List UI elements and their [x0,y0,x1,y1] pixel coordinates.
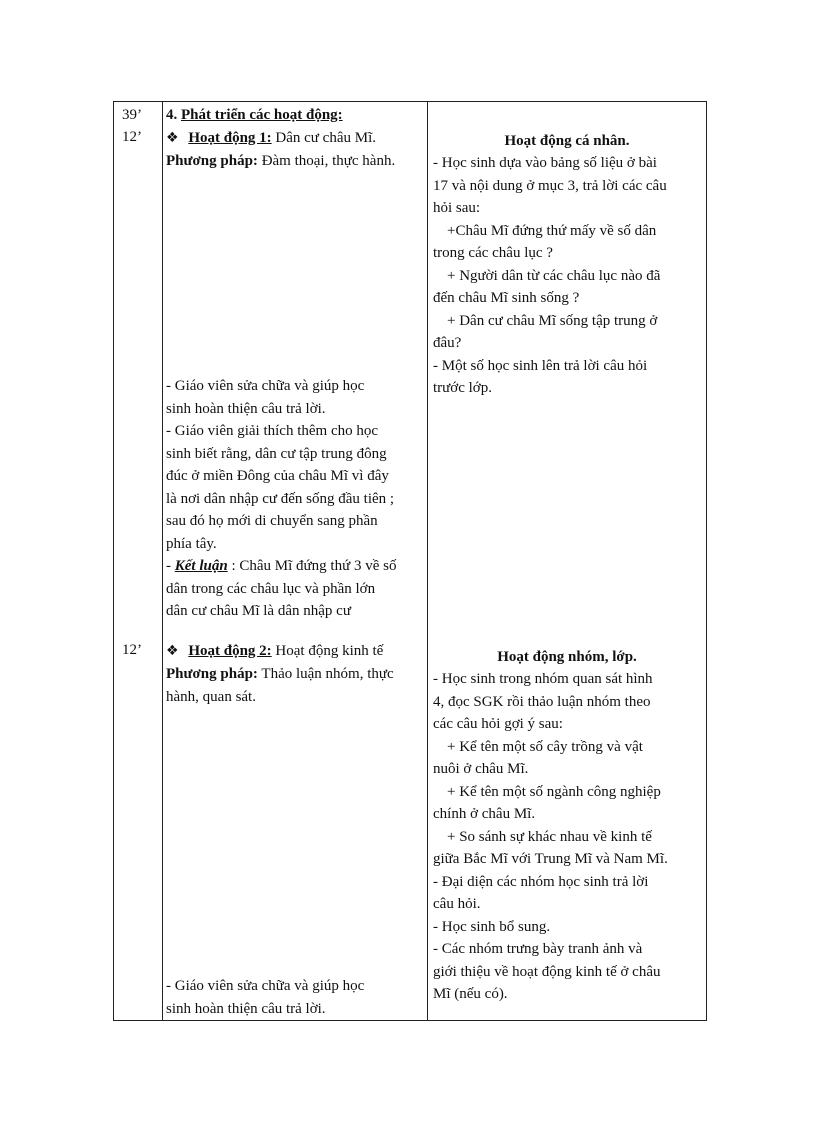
section-number: 4. [166,107,178,123]
text-line: nuôi ở châu Mĩ. [433,761,529,777]
text-line: trong các châu lục ? [433,245,553,261]
text-line: + Kể tên một số cây trồng và vật [447,738,643,755]
activity-1-method [166,150,395,173]
text-line: + Dân cư châu Mĩ sống tập trung ở [447,312,658,329]
diamond-bullet-icon: ❖ [166,130,179,146]
text-line: sinh biết rằng, dân cư tập trung đông [166,445,387,462]
method-label: Phương pháp: [166,666,258,682]
text-line: sinh hoàn thiện câu trả lời. [166,1000,326,1017]
lesson-plan-table [113,101,707,1021]
activity-2-heading [166,640,383,663]
activity-2-method [166,663,394,686]
text-line: đâu? [433,335,462,351]
activity-1-student-heading: Hoạt động cá nhân. [504,133,630,149]
text-line: phía tây. [166,535,217,552]
conclusion-label: Kết luận [174,558,228,574]
text-line: + So sánh sự khác nhau về kinh tế [447,828,652,845]
text-line: - Giáo viên giải thích thêm cho học [166,423,379,439]
text-line: đến châu Mĩ sinh sống ? [433,290,580,306]
text-line: + Kể tên một số ngành công nghiệp [447,783,661,800]
text-line: trước lớp. [433,380,492,396]
method-text: Đàm thoại, thực hành. [257,153,396,169]
diamond-bullet-icon: ❖ [166,643,179,659]
conclusion-line: - Kết luận : Châu Mĩ đứng thứ 3 về số [166,558,397,574]
text-line: - Học sinh dựa vào bảng số liệu ở bài [433,155,657,171]
text-line: - Một số học sinh lên trả lời câu hỏi [433,357,648,374]
time-activity-1: 12’ [122,129,142,145]
text-line: giữa Bắc Mĩ với Trung Mĩ và Nam Mĩ. [433,851,668,867]
text-line: 4, đọc SGK rồi thảo luận nhóm theo [433,693,651,710]
activity-2-method-cont: hành, quan sát. [166,689,256,705]
text-line: +Châu Mĩ đứng thứ mấy về số dân [447,222,657,239]
text-line: sinh hoàn thiện câu trả lời. [166,400,326,417]
time-total: 39’ [122,107,142,123]
activity-2-teacher-notes [166,975,421,1020]
text-line: - Giáo viên sửa chữa và giúp học [166,978,365,994]
section-heading [166,104,343,127]
text-line: - Đại diện các nhóm học sinh trả lời [433,873,649,890]
text-line: giới thiệu về hoạt động kinh tế ở châu [433,963,661,980]
text-line: câu hỏi. [433,896,481,912]
text-line: + Người dân từ các châu lục nào đã [447,267,661,284]
activity-1-student-notes [433,152,698,400]
text-line: Mĩ (nếu có). [433,986,508,1002]
activity-2-student-notes [433,668,698,1006]
activity-1-title: Dân cư châu Mĩ. [271,130,377,146]
section-title: Phát triển các hoạt động: [181,107,343,123]
activity-2-student-heading: Hoạt động nhóm, lớp. [497,649,637,665]
text-line: - Học sinh trong nhóm quan sát hình [433,671,653,687]
text-line: đúc ở miền Đông của châu Mĩ vì đây [166,468,389,484]
text-line: dân trong các châu lục và phần lớn [166,580,376,597]
time-column [114,102,163,1021]
student-column [428,102,707,1021]
text-line: - Học sinh bổ sung. [433,918,551,935]
text-line: hỏi sau: [433,200,481,216]
text-line: chính ở châu Mĩ. [433,806,536,822]
activity-1-teacher-notes [166,375,421,623]
method-text: Thảo luận nhóm, thực [257,666,394,682]
activity-1-label: Hoạt động 1: [188,130,272,146]
text-line: - Các nhóm trưng bày tranh ảnh và [433,941,643,957]
text-line: dân cư châu Mĩ là dân nhập cư [166,603,351,619]
activity-2-title: Hoạt động kinh tế [271,643,384,659]
teacher-column [163,102,428,1021]
time-activity-2: 12’ [122,642,142,658]
text-line: - Giáo viên sửa chữa và giúp học [166,378,365,394]
text-line: là nơi dân nhập cư đến sống đầu tiên ; [166,490,395,507]
method-label: Phương pháp: [166,153,258,169]
text-line: 17 và nội dung ở mục 3, trả lời các câu [433,177,667,194]
text-line: sau đó họ mới di chuyển sang phần [166,513,378,529]
activity-2-label: Hoạt động 2: [188,643,272,659]
activity-1-heading [166,127,376,150]
table-row [114,102,707,1021]
text-line: các câu hỏi gợi ý sau: [433,716,563,732]
